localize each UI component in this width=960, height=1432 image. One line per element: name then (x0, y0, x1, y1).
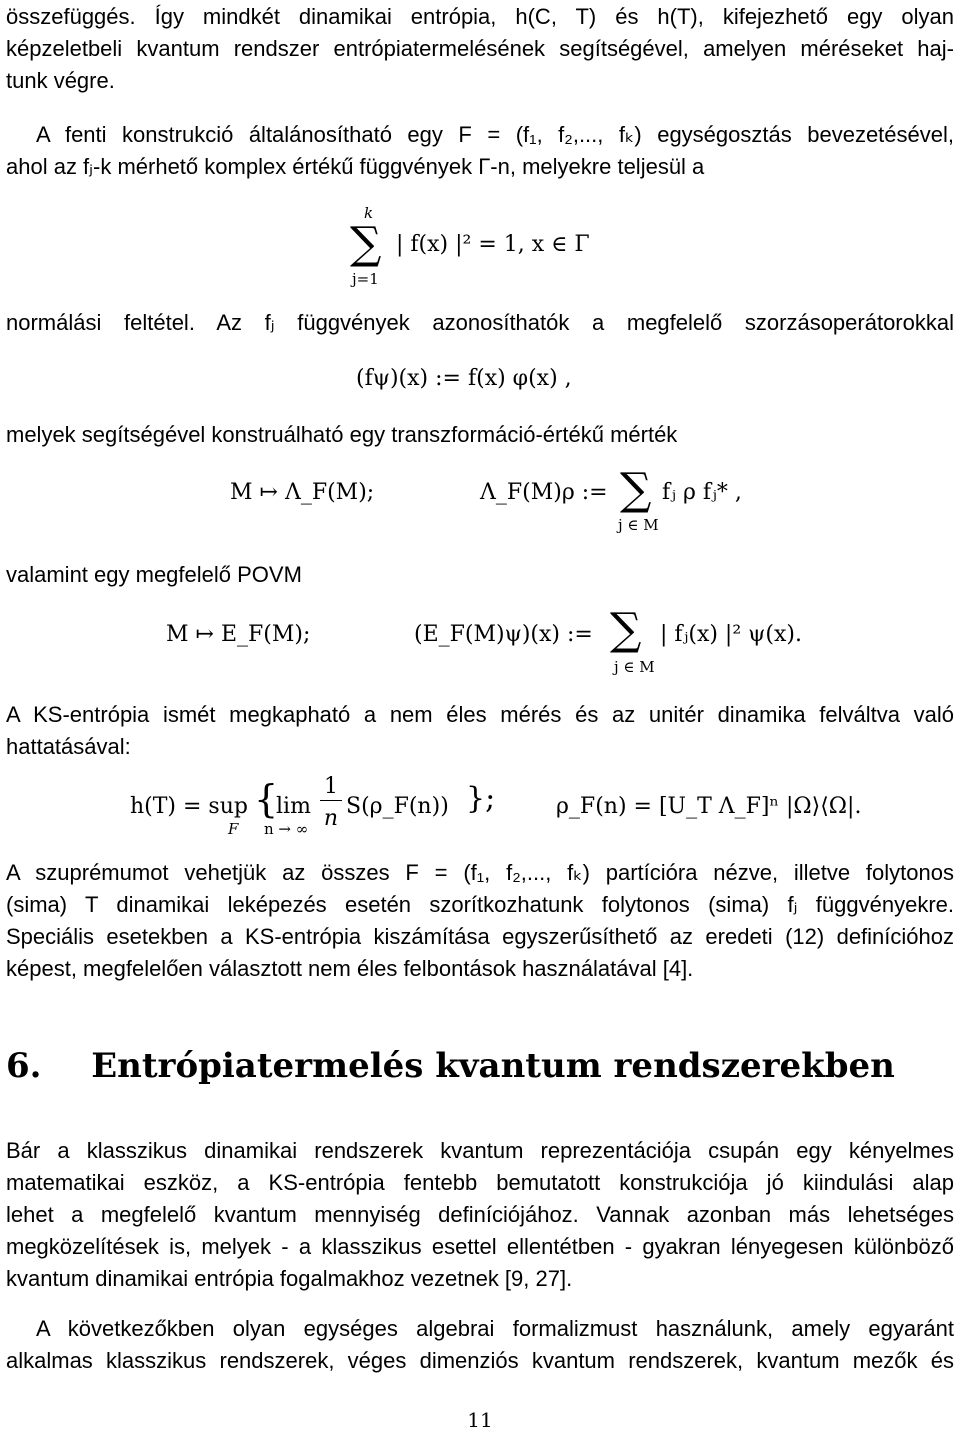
right-brace: }; (466, 781, 496, 816)
limit-subscript: n → ∞ (264, 820, 309, 838)
normalization-equation: | f(x) |² = 1, x ∈ Γ (396, 232, 590, 257)
sum-lower-limit: j ∈ M (618, 516, 659, 534)
section-number: 6. (6, 1046, 42, 1086)
sum-upper-limit: k (364, 204, 374, 222)
body-text-line: képzeletbeli kvantum rendszer entrópiatermelésének segítségével, amelyen méréseket haj- (6, 36, 954, 61)
body-text-line: A szuprémumot vehetjük az összes F = (f₁, f₂,..., fₖ) partícióra nézve, illetve folytonos (6, 860, 954, 885)
entropy-term: S(ρ_F(n)) (346, 794, 449, 819)
body-text-line: valamint egy megfelelő POVM (6, 562, 302, 587)
sum-symbol: ∑ (610, 604, 642, 655)
body-text-line: (sima) T dinamikai leképezés esetén szorítkozhatunk folytonos (sima) fⱼ függvényekre. (6, 892, 954, 917)
multiplication-operator-equation: (fψ)(x) := f(x) φ(x) , (356, 366, 572, 391)
ks-entropy-lhs: h(T) = sup (130, 794, 248, 819)
measure-map-left: M ↦ Λ_F(M); (230, 480, 375, 505)
sum-symbol: ∑ (620, 464, 652, 515)
body-text-line: A fenti konstrukció általánosítható egy F = (f₁, f₂,..., fₖ) egységosztás bevezetésével, (36, 122, 954, 147)
body-text-line: megközelítések is, melyek - a klasszikus esettel ellentétben - gyakran lényegesen különböző (6, 1234, 954, 1259)
body-text-line: A KS-entrópia ismét megkapható a nem éles mérés és az unitér dinamika felváltva való (6, 702, 954, 727)
sup-subscript: F (228, 820, 239, 838)
body-text-line: képest, megfelelően választott nem éles felbontások használatával [4]. (6, 956, 694, 981)
povm-map-left: M ↦ E_F(M); (166, 622, 311, 647)
povm-map-rhs: | fⱼ(x) |² ψ(x). (660, 622, 802, 647)
povm-map-lhs: (E_F(M)ψ)(x) := (414, 622, 593, 647)
body-text-line: alkalmas klasszikus rendszerek, véges dimenziós kvantum rendszerek, kvantum mezők és (6, 1348, 954, 1373)
left-brace: { (254, 777, 279, 821)
body-text-line: összefüggés. Így mindkét dinamikai entrópia, h(C, T) és h(T), kifejezhető egy olyan (6, 4, 954, 29)
sum-symbol: ∑ (350, 218, 382, 269)
limit-operator: lim (276, 794, 311, 819)
sum-lower-limit: j ∈ M (614, 658, 655, 676)
fraction-bar (320, 800, 342, 801)
fraction-denominator: n (323, 806, 339, 831)
state-evolution-equation: ρ_F(n) = [U_T Λ_F]ⁿ |Ω⟩⟨Ω|. (556, 794, 862, 819)
body-text-line: Speciális esetekben a KS-entrópia kiszámítása egyszerűsíthető az eredeti (12) definícióhoz (6, 924, 954, 949)
body-text-line: normálási feltétel. Az fⱼ függvények azonosíthatók a megfelelő szorzásoperátorokkal (6, 310, 954, 335)
sum-lower-limit: j=1 (352, 270, 379, 288)
body-text-line: matematikai eszköz, a KS-entrópia fentebb bemutatott konstrukciója jó kiindulási alap (6, 1170, 954, 1195)
section-heading (6, 1046, 895, 1086)
body-text-line: Bár a klasszikus dinamikai rendszerek kvantum reprezentációja csupán egy kényelmes (6, 1138, 954, 1163)
body-text-line: lehet a megfelelő kvantum mennyiség definíciójához. Vannak azonban más lehetséges (6, 1202, 954, 1227)
measure-map-lhs: Λ_F(M)ρ := (480, 480, 608, 505)
section-title: Entrópiatermelés kvantum rendszerekben (91, 1046, 895, 1086)
fraction-numerator: 1 (324, 774, 338, 799)
body-text-line: melyek segítségével konstruálható egy transzformáció-értékű mérték (6, 422, 678, 447)
measure-map-rhs: fⱼ ρ fⱼ* , (662, 480, 742, 505)
body-text-line: kvantum dinamikai entrópia fogalmakhoz vezetnek [9, 27]. (6, 1266, 573, 1291)
body-text-line: A következőkben olyan egységes algebrai formalizmust használunk, amely egyaránt (36, 1316, 954, 1341)
body-text-line: tunk végre. (6, 68, 115, 93)
page-number: 11 (467, 1408, 493, 1432)
body-text-line: hattatásával: (6, 734, 131, 759)
body-text-line: ahol az fⱼ-k mérhető komplex értékű függvények Γ-n, melyekre teljesül a (6, 154, 705, 179)
